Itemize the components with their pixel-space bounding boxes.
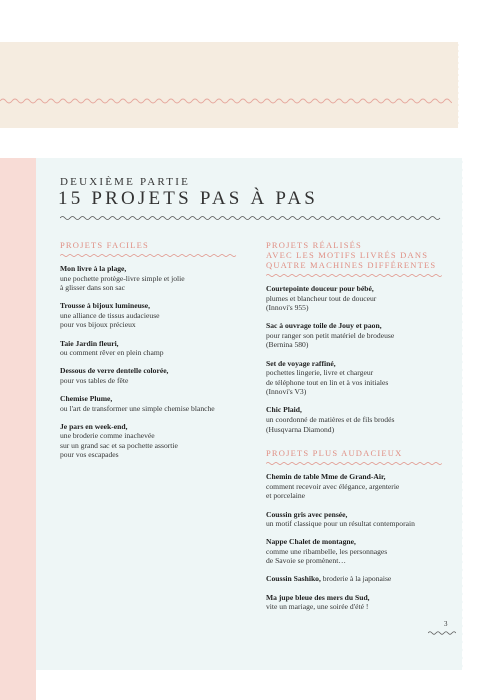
project-entry-baby-quilt [266,284,446,313]
project-description: une alliance de tissus audacieuse pour vos bijoux précieux [60,310,160,330]
easy-projects-heading-wave [60,253,238,258]
project-description: pour vos tables de fête [60,375,129,385]
project-entry-travel-set [266,359,446,397]
project-description: broderie à la japonaise [322,574,392,584]
bold-projects-heading: PROJETS PLUS AUDACIEUX [266,448,403,459]
easy-projects-heading: PROJETS FACILES [60,240,149,250]
project-entry-weekend-bag [60,422,240,460]
realized-projects-column [266,240,446,620]
project-description: plumes et blancheur tout de douceur (Innovi's 955) [266,293,377,313]
project-title: Chemin de table Mme de Grand-Air, [266,472,386,482]
project-description: vite un mariage, une soirée d'été ! [266,602,369,612]
project-entry-coasters [60,366,240,385]
heading-line: QUATRE MACHINES DIFFÉRENTES [266,260,437,270]
bold-projects-heading-wave [266,461,442,466]
heading-line: AVEC LES MOTIFS LIVRÉS DANS [266,250,429,260]
project-title: Coussin gris avec pensée, [266,509,348,519]
project-description: pour ranger son petit matériel de brodeuse (Bernina 580) [266,330,395,350]
easy-projects-column [60,240,240,469]
page-number-wave [428,630,456,636]
realized-projects-heading [266,240,446,270]
project-entry-jewelry-case [60,301,240,330]
project-entry-grey-cushion [266,510,446,529]
top-wavy-line [0,96,458,106]
project-entry-shirt [60,394,240,413]
project-title: Ma jupe bleue des mers du Sud, [266,592,370,602]
top-decorative-band [0,42,458,128]
realized-projects-heading-wave [266,273,442,278]
bold-projects-section [266,448,446,612]
project-title: Coussin Sashiko, [266,574,323,584]
project-description: ou comment rêver en plein champ [60,348,164,358]
project-entry-sewing-bag [266,321,446,350]
project-title: Set de voyage raffiné, [266,358,336,368]
project-entry-tablecloth [266,537,446,566]
title-wavy-underline [60,214,442,222]
project-title: Mon livre à la plage, [60,264,127,273]
project-entry-blue-skirt [266,593,446,612]
project-title: Nappe Chalet de montagne, [266,537,356,547]
part-label: DEUXIÈME PARTIE [60,176,191,188]
project-title: Trousse à bijoux lumineuse, [60,301,151,311]
project-description: comme une ribambelle, les personnages de Savoie se promènent… [266,546,388,566]
top-band-pinked-edge [452,42,460,128]
project-title: Sac à ouvrage toile de Jouy et paon, [266,321,382,331]
project-entry-book-pouch [60,264,240,293]
project-description: ou l'art de transformer une simple chemise blanche [60,403,215,413]
project-entry-sashiko-cushion [266,574,446,584]
project-description: une broderie comme inachevée sur un grand sac et sa pochette assortie pour vos escapades [60,431,178,460]
project-description: une pochette protège-livre simple et jolie à glisser dans son sac [60,273,185,293]
project-title: Dessous de verre dentelle colorée, [60,366,169,376]
project-title: Taie Jardin fleuri, [60,338,119,348]
project-title: Je pars en week-end, [60,421,128,431]
content-panel-pinked-edge [456,158,464,670]
page-title: 15 PROJETS PAS À PAS [58,188,319,209]
project-entry-pillowcase [60,339,240,358]
project-description: pochettes lingerie, livre et chargeur de téléphone tout en lin et à vos initiales (Innovi's V3) [266,368,389,397]
project-entry-table-runner [266,472,446,501]
heading-line: PROJETS RÉALISÉS [266,240,362,250]
project-entry-chic-plaid [266,405,446,434]
project-description: un coordonné de matières et de fils brodés (Husqvarna Diamond) [266,415,395,434]
project-title: Chemise Plume, [60,393,113,403]
page-number: 3 [444,620,448,628]
project-description: comment recevoir avec élégance, argenterie et porcelaine [266,481,400,501]
project-description: un motif classique pour un résultat contemporain [266,519,415,529]
project-title: Courtepointe douceur pour bébé, [266,284,374,293]
project-title: Chic Plaid, [266,405,302,415]
side-pink-strip [0,158,36,700]
